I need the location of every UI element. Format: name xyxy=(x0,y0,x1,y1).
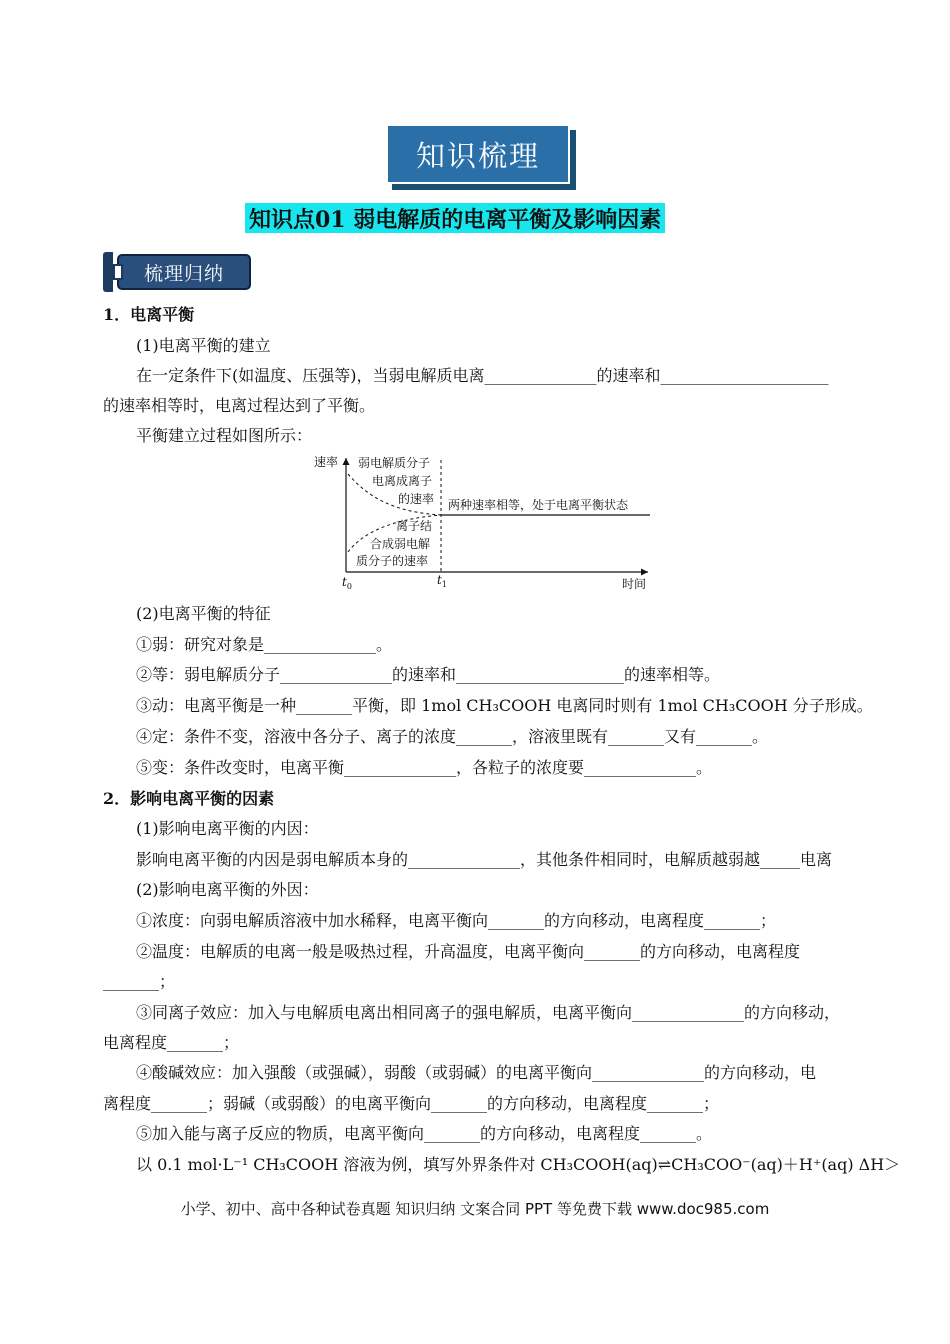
paragraph-line: 影响电离平衡的内因是弱电解质本身的______________，其他条件相同时，电解质越弱越_____电离 xyxy=(136,850,833,869)
equilibrium-label: 两种速率相等，处于电离平衡状态 xyxy=(448,498,629,512)
tag-box xyxy=(117,254,251,290)
ionization-rate-diagram xyxy=(308,452,658,594)
subheading-establishment: (1)电离平衡的建立 xyxy=(136,336,271,355)
paragraph-line: 平衡建立过程如图所示： xyxy=(136,426,313,445)
paragraph-line: 离程度_______；弱碱（或弱酸）的电离平衡向_______的方向移动，电离程度_______； xyxy=(103,1094,720,1113)
dissociation-label-line: 电离成离子 xyxy=(372,474,433,488)
subheading-external: (2)影响电离平衡的外因： xyxy=(136,880,319,899)
association-label-line: 离子结 xyxy=(396,519,433,533)
knowledge-point-title: 知识点01 弱电解质的电离平衡及影响因素 xyxy=(245,203,665,233)
paragraph-line: ⑤加入能与离子反应的物质，电离平衡向_______的方向移动，电离程度_______。 xyxy=(136,1124,713,1143)
paragraph-line: ④酸碱效应：加入强酸（或强碱），弱酸（或弱碱）的电离平衡向______________的方向移动，电 xyxy=(136,1063,817,1082)
banner-box xyxy=(386,124,570,184)
tag-label: 梳理归纳 xyxy=(143,262,224,285)
association-label-line: 合成弱电解 xyxy=(370,537,431,551)
paragraph-line: ③动：电离平衡是一种_______平衡，即 1mol CH₃COOH 电离同时则有 1mol CH₃COOH 分子形成。 xyxy=(136,696,873,715)
paragraph-line: ③同离子效应：加入与电解质电离出相同离子的强电解质，电离平衡向______________的方向移动， xyxy=(136,1003,841,1022)
footer-text: 小学、初中、高中各种试卷真题 知识归纳 文案合同 PPT 等免费下载 www.doc985.com xyxy=(180,1200,770,1218)
t1-label: $t_1$ xyxy=(437,573,447,589)
dissociation-label-line: 的速率 xyxy=(398,492,435,506)
paragraph-line: 在一定条件下(如温度、压强等)，当弱电解质电离______________的速率和_____________________ xyxy=(136,366,829,385)
paragraph-line: ②温度：电解质的电离一般是吸热过程，升高温度，电离平衡向_______的方向移动，电离程度 xyxy=(136,942,801,961)
x-axis-label: 时间 xyxy=(622,577,647,591)
heading-influencing-factors: 2．影响电离平衡的因素 xyxy=(103,789,275,808)
subheading-internal: (1)影响电离平衡的内因： xyxy=(136,819,319,838)
tag-connector xyxy=(113,264,123,280)
tag-bar xyxy=(103,252,113,292)
paragraph-line: 电离程度_______； xyxy=(103,1033,240,1052)
paragraph-line: ⑤变：条件改变时，电离平衡______________，各粒子的浓度要______________。 xyxy=(136,758,713,777)
y-axis-label: 速率 xyxy=(314,455,339,469)
section-tag xyxy=(103,252,253,292)
subheading-features: (2)电离平衡的特征 xyxy=(136,604,271,623)
paragraph-line: ④定：条件不变，溶液中各分子、离子的浓度_______，溶液里既有_______又有_______。 xyxy=(136,727,769,746)
paragraph-line: 的速率相等时，电离过程达到了平衡。 xyxy=(103,396,376,415)
paragraph-line: ②等：弱电解质分子______________的速率和_____________________的速率相等。 xyxy=(136,665,721,684)
paragraph-line: _______； xyxy=(103,972,176,991)
paragraph-line: 以 0.1 mol·L⁻¹ CH₃COOH 溶液为例，填写外界条件对 CH₃COOH(aq)⇌CH₃COO⁻(aq)＋H⁺(aq) ΔH＞ xyxy=(136,1155,901,1174)
heading-ionization-equilibrium: 1．电离平衡 xyxy=(103,305,195,324)
association-label-line: 质分子的速率 xyxy=(356,554,429,568)
banner-title: 知识梳理 xyxy=(415,138,540,173)
paragraph-line: ①弱：研究对象是______________。 xyxy=(136,635,393,654)
dissociation-label-line: 弱电解质分子 xyxy=(358,456,431,470)
paragraph-line: ①浓度：向弱电解质溶液中加水稀释，电离平衡向_______的方向移动，电离程度_______； xyxy=(136,911,777,930)
t0-label: $t_0$ xyxy=(342,575,352,591)
section-banner xyxy=(386,124,576,190)
